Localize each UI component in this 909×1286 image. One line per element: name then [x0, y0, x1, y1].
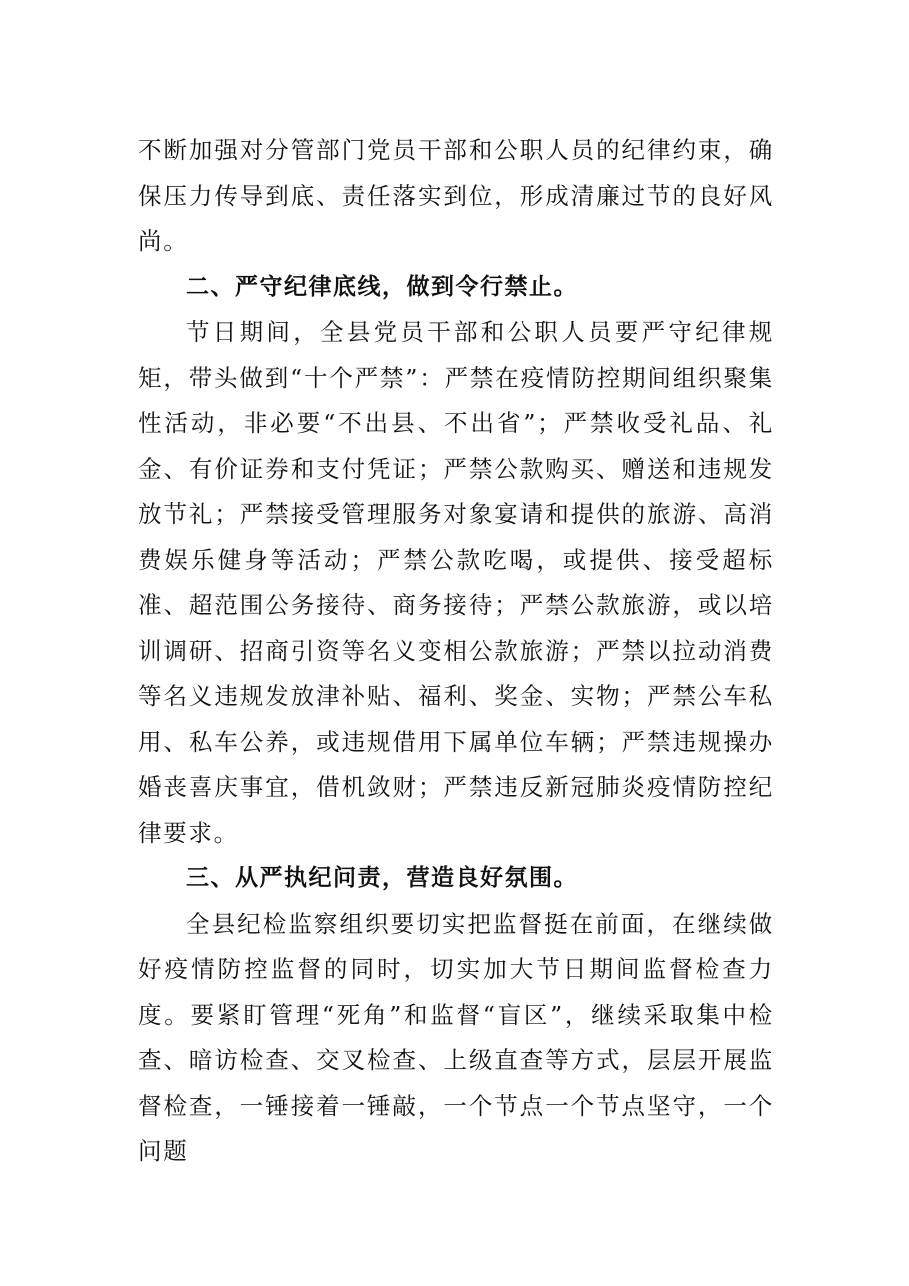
section-heading-3: 三、从严执纪问责，营造良好氛围。 — [186, 865, 578, 891]
paragraph-supervision: 全县纪检监察组织要切实把监督挺在前面，在继续做好疫情防控监督的同时，切实加大节日期间监督检查力度。要紧盯管理“死角”和监督“盲区”，继续采取集中检查、暗访检查、交叉检查、上级直查等方式，层层开展监督检查，一锤接着一锤敲，一个节点一个节点坚守，一个问题 — [138, 909, 774, 1165]
document-body — [138, 128, 774, 1175]
section-heading-2: 二、严守纪律底线，做到令行禁止。 — [186, 273, 578, 300]
paragraph-ten-prohibitions: 节日期间，全县党员干部和公职人员要严守纪律规矩，带头做到“十个严禁”：严禁在疫情防控期间组织聚集性活动，非必要“不出县、不出省”；严禁收受礼品、礼金、有价证券和支付凭证；严禁公款购买、赠送和违规发放节礼；严禁接受管理服务对象宴请和提供的旅游、高消费娱乐健身等活动；严禁公款吃喝，或提供、接受超标准、超范围公务接待、商务接待；严禁公款旅游，或以培训调研、招商引资等名义变相公款旅游；严禁以拉动消费等名义违规发放津补贴、福利、奖金、实物；严禁公车私用、私车公养，或违规借用下属单位车辆；严禁违规操办婚丧喜庆事宜，借机敛财；严禁违反新冠肺炎疫情防控纪律要求。 — [138, 318, 774, 847]
paragraph-continuation: 不断加强对分管部门党员干部和公职人员的纪律约束，确保压力传导到底、责任落实到位，形成清廉过节的良好风尚。 — [138, 136, 774, 255]
